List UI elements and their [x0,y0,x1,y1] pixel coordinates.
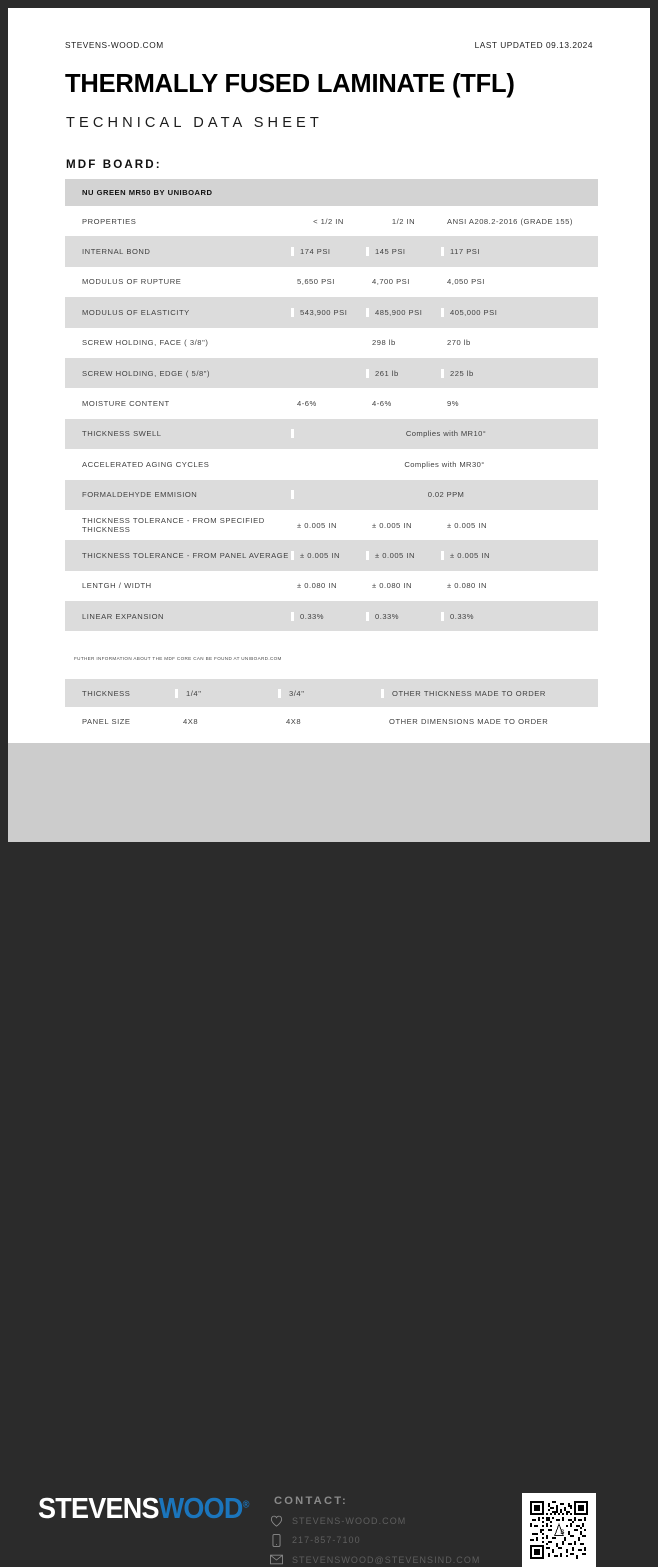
row-value-c2: ± 0.080 IN [297,581,337,591]
row-label: THICKNESS TOLERANCE - FROM SPECIFIED THICKNESS [82,516,265,535]
row-value-c3: 145 PSI [366,247,441,256]
qr-code-graphic [530,1501,588,1559]
table-row [65,480,598,510]
table-row [65,388,598,418]
table-header-row [65,206,598,236]
contact-heading: CONTACT: [274,1495,348,1507]
row-label: THICKNESS SWELL [82,429,162,439]
row-label: THICKNESS TOLERANCE - FROM PANEL AVERAGE [82,550,289,560]
section-heading-mdf-board: MDF BOARD: [66,158,162,171]
table-row [65,328,598,358]
contact-website-text: STEVENS-WOOD.COM [292,1515,407,1526]
website-label: STEVENS-WOOD.COM [65,40,164,50]
document-meta [65,40,593,50]
row-label: ACCELERATED AGING CYCLES [82,459,210,469]
thickness-cell-b4: OTHER THICKNESS MADE TO ORDER [381,689,598,698]
row-value-c2: 543,900 PSI [291,308,366,317]
table-row [65,571,598,601]
table-row [65,419,598,449]
row-value-c2: 4-6% [297,399,317,409]
row-value-c4: 0.33% [441,612,598,621]
row-label: SCREW HOLDING, FACE ( 3/8") [82,338,209,348]
registered-trademark-icon: ® [242,1499,249,1511]
thickness-cell-b3: 3/4" [278,689,381,698]
row-value-c4: 9% [447,399,459,409]
logo-text-stevens: STEVENS [38,1493,159,1525]
table-footnote: FUTHER INFORMATION ABOUT THE MDF CORE CAN BE FOUND AT UNIBOARD.COM [74,656,282,661]
last-updated-label: LAST UPDATED 09.13.2024 [474,40,593,50]
row-value-c4: 4,050 PSI [447,277,485,287]
table-row [65,601,598,631]
table-row [65,510,598,540]
column-header-half-in: 1/2 IN [391,216,416,226]
row-value-c2: 0.33% [291,612,366,621]
row-label: INTERNAL BOND [82,247,151,257]
contact-website[interactable] [270,1514,480,1527]
contact-list [270,1514,480,1566]
row-value-c2: 174 PSI [291,247,366,256]
row-label: SCREW HOLDING, EDGE ( 5/8") [82,368,211,378]
row-label: MOISTURE CONTENT [82,399,170,409]
table-row [65,267,598,297]
row-label: MODULUS OF RUPTURE [82,277,182,287]
document-page [8,8,650,1565]
stevenswood-logo [38,1495,249,1524]
table-brand-row [65,179,598,206]
row-value-c4: ± 0.005 IN [447,520,487,530]
table-row [65,449,598,479]
table-row [65,236,598,266]
page-subtitle: TECHNICAL DATA SHEET [66,115,323,131]
heart-icon [270,1514,283,1527]
row-value-c4: 225 lb [441,369,598,378]
table-row [65,540,598,570]
thickness-table-row [65,707,598,735]
page-footer [8,743,650,1565]
row-label: MODULUS OF ELASTICITY [82,307,190,317]
thickness-table-row [65,679,598,707]
row-label: LINEAR EXPANSION [82,611,165,621]
brand-row-label: NU GREEN MR50 BY UNIBOARD [82,188,213,197]
mdf-properties-table [65,179,598,631]
logo-text-wood: WOOD [158,1493,243,1525]
envelope-icon [270,1553,283,1566]
svg-text:S: S [560,1528,565,1536]
thickness-cell-b2: 1/4" [175,689,278,698]
thickness-cell-b4: OTHER DIMENSIONS MADE TO ORDER [389,716,549,726]
row-value-c4: 405,000 PSI [441,308,598,317]
row-value-c3: 298 lb [372,338,396,348]
row-value-c3: 4-6% [372,399,392,409]
row-label: LENTGH / WIDTH [82,581,152,591]
row-value-c3: 0.33% [366,612,441,621]
column-header-lt-half-in: < 1/2 IN [313,216,344,226]
thickness-cell-b2: 4X8 [183,716,199,726]
table-row [65,358,598,388]
row-value-c4: 270 lb [447,338,471,348]
table-body [65,236,598,631]
row-merged-value: 0.02 PPM [291,490,598,499]
row-value-c2: ± 0.005 IN [297,520,337,530]
contact-email-text: STEVENSWOOD@STEVENSIND.COM [292,1554,481,1565]
contact-phone[interactable] [270,1534,480,1547]
page-title: THERMALLY FUSED LAMINATE (TFL) [65,70,515,98]
row-value-c4: ± 0.080 IN [447,581,487,591]
thickness-cell-b3: 4X8 [286,716,302,726]
thickness-table-body [65,679,598,735]
row-value-c4: 117 PSI [441,247,598,256]
row-merged-value: Complies with MR10° [291,429,598,438]
contact-email[interactable] [270,1553,480,1566]
row-value-c3: 4,700 PSI [372,277,410,287]
row-value-c3: 485,900 PSI [366,308,441,317]
thickness-cell-b1: THICKNESS [82,688,131,698]
row-value-c3: 261 lb [366,369,441,378]
row-value-c4: ± 0.005 IN [441,551,598,560]
thickness-panel-table [65,679,598,735]
column-header-properties: PROPERTIES [82,216,137,226]
row-value-c2: 5,650 PSI [297,277,335,287]
row-merged-value: Complies with MR30° [404,459,485,469]
thickness-cell-b1: PANEL SIZE [82,716,131,726]
row-label: FORMALDEHYDE EMMISION [82,490,198,500]
row-value-c3: ± 0.005 IN [372,520,412,530]
phone-icon [270,1534,283,1547]
contact-phone-text: 217-857-7100 [292,1535,361,1545]
row-value-c2: ± 0.005 IN [291,551,366,560]
table-row [65,297,598,327]
column-header-ansi-standard: ANSI A208.2-2016 (GRADE 155) [447,216,573,226]
qr-code[interactable] [522,1493,596,1567]
row-value-c3: ± 0.080 IN [372,581,412,591]
row-value-c3: ± 0.005 IN [366,551,441,560]
